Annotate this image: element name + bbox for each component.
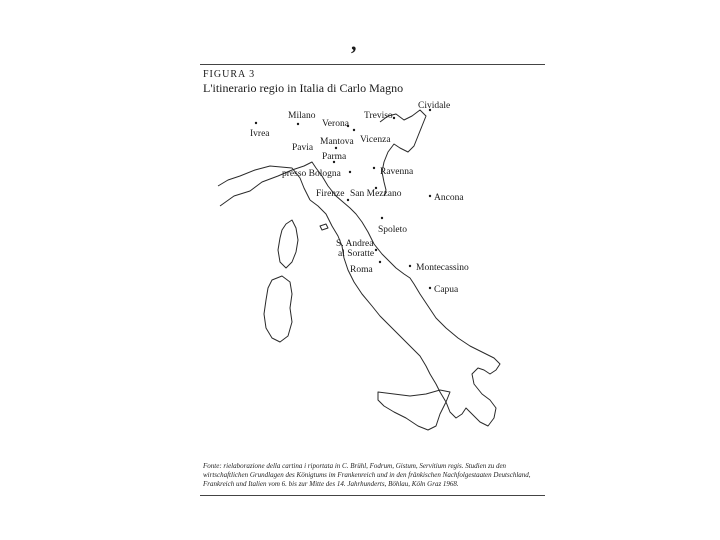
- figure-title: L'itinerario regio in Italia di Carlo Magno: [203, 81, 404, 95]
- sicily-island: [378, 390, 450, 430]
- city-label-s-andrea: S. Andrea: [336, 239, 374, 249]
- ancona-marker: [429, 195, 431, 197]
- treviso-marker: [393, 117, 395, 119]
- city-label-al-soratte: al Soratte: [338, 249, 375, 259]
- city-label-verona: Verona: [322, 119, 349, 129]
- al-soratte-marker: [375, 249, 377, 251]
- city-label-ivrea: Ivrea: [250, 129, 270, 139]
- city-label-pavia: Pavia: [292, 143, 314, 153]
- city-label-ancona: Ancona: [434, 193, 464, 203]
- city-label-mantova: Mantova: [320, 137, 354, 147]
- city-labels: [250, 101, 469, 295]
- city-label-montecassino: Montecassino: [416, 263, 469, 273]
- ivrea-marker: [255, 122, 257, 124]
- city-label-parma: Parma: [322, 152, 347, 162]
- corsica-island: [278, 220, 298, 268]
- mantova-marker: [335, 147, 337, 149]
- elba-island: [320, 224, 328, 230]
- capua-marker: [429, 287, 431, 289]
- header-mark: ,: [351, 30, 357, 55]
- figure-label: FIGURA 3: [203, 69, 256, 80]
- roma-marker: [379, 261, 381, 263]
- milano-marker: [297, 123, 299, 125]
- presso-bologna-marker: [349, 171, 351, 173]
- city-label-san-mezzano: San Mezzano: [350, 189, 402, 199]
- source-note: Fonte: rielaborazione della cartina i riportata in C. Brühl, Fodrum, Gistum, Servitium regis. Studien zu den wirtschaftlichen Grundlagen des Königtums im Frankenreich und in den fränkischen Nachfolgestaaten Deutschland, Frankreich und Italien vom 6. bis zur Mitte des 14. Jahrhunderts, Böhlau, Köln Graz 1968.: [203, 462, 531, 488]
- city-label-firenze: Firenze: [316, 189, 345, 199]
- firenze-marker: [347, 199, 349, 201]
- city-label-vicenza: Vicenza: [360, 135, 391, 145]
- vicenza-marker: [353, 129, 355, 131]
- city-label-treviso: Treviso: [364, 111, 393, 121]
- city-label-cividale: Cividale: [418, 101, 451, 111]
- city-label-presso-bologna: presso Bologna: [282, 169, 341, 179]
- italy-itinerary-map: [200, 96, 545, 456]
- city-label-ravenna: Ravenna: [380, 167, 414, 177]
- city-label-capua: Capua: [434, 285, 459, 295]
- map-canvas: [200, 96, 545, 456]
- ravenna-marker: [373, 167, 375, 169]
- city-label-milano: Milano: [288, 111, 316, 121]
- city-label-roma: Roma: [350, 265, 373, 275]
- adriatic-north-coast: [380, 110, 426, 196]
- spoleto-marker: [381, 217, 383, 219]
- bottom-rule: [200, 495, 545, 496]
- sardinia-island: [264, 276, 292, 342]
- top-rule: [200, 64, 545, 65]
- montecassino-marker: [409, 265, 411, 267]
- city-markers: [255, 109, 431, 289]
- city-label-spoleto: Spoleto: [378, 225, 408, 235]
